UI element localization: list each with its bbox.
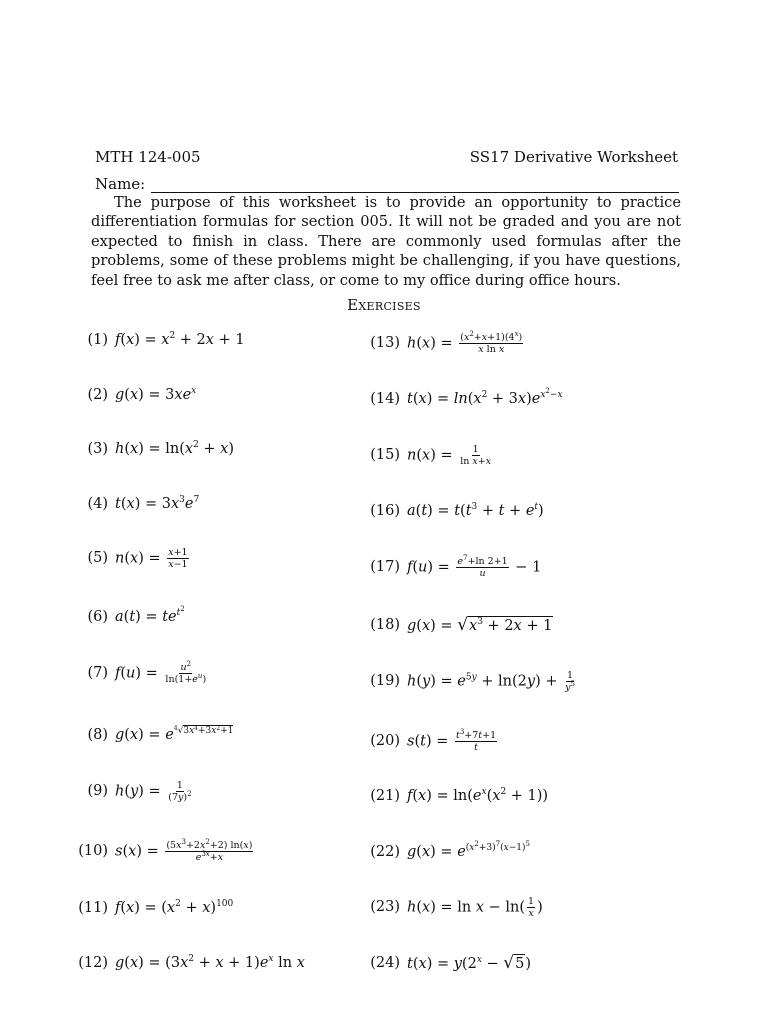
exercise-formula: n(x) = $\frac{x+1}{x-1}$ — [115, 546, 188, 570]
exercise-number: (19) — [370, 673, 400, 689]
exercise-formula: $g(x) = (3x^2 + x + 1)e^x$ ln x — [115, 954, 305, 971]
exercise-9 — [75, 776, 195, 806]
exercise-formula: $t(x) = y(2^x$ − √ 5 ) — [407, 953, 532, 973]
exercise-18 — [367, 610, 553, 640]
exercise-formula: $a(t) = t(t^3 + t + e^t)$ — [407, 502, 544, 519]
exercise-number: (17) — [370, 559, 400, 575]
exercise-number: (20) — [370, 733, 400, 749]
exercise-6 — [75, 602, 185, 632]
exercise-number: (12) — [78, 955, 108, 971]
exercise-number: (16) — [370, 503, 400, 519]
exercise-number: (15) — [370, 447, 400, 463]
exercise-number: (21) — [370, 788, 400, 804]
exercise-number: (11) — [78, 900, 108, 916]
exercise-12 — [75, 948, 305, 978]
course-code: MTH 124-005 — [95, 148, 201, 166]
exercise-22 — [367, 837, 530, 867]
exercise-formula: $f(x) = (x^2 + x)^{100}$ — [115, 899, 234, 916]
exercise-formula: $t(x) = \ln(x^2 + 3x)e^{x^2-x}$ — [407, 387, 563, 407]
exercise-number: (14) — [370, 391, 400, 407]
exercise-number: (18) — [370, 617, 400, 633]
exercise-number: (10) — [78, 843, 108, 859]
exercise-20 — [367, 726, 499, 756]
exercise-17 — [367, 552, 541, 582]
exercise-3 — [75, 434, 234, 464]
exercise-19 — [367, 666, 578, 696]
exercise-11 — [75, 893, 233, 923]
name-label: Name: — [95, 175, 146, 193]
exercise-23 — [367, 892, 543, 922]
section-title: Exercises — [347, 296, 421, 314]
exercise-number: (7) — [87, 665, 108, 681]
exercise-formula: g(x) = √ $x^3 + 2x + 1$ — [407, 615, 553, 635]
exercise-formula: $f(x) = x^2 + 2x + 1$ — [115, 331, 245, 348]
exercise-number: (24) — [370, 955, 400, 971]
intro-text: The purpose of this worksheet is to provide an opportunity to practice differentiation formulas for section 005. It will not be graded and you are not expected to finish in class. There are commonly used formulas after the problems, some of these problems might be challenging, if you have questions, feel free to ask me after class, or come to my office during office hours. — [91, 194, 681, 289]
exercise-number: (8) — [87, 727, 108, 743]
exercise-16 — [367, 496, 544, 526]
exercise-formula: s(t) = $\frac{t^3+7t+1}{t}$ — [407, 727, 497, 753]
exercise-number: (3) — [87, 441, 108, 457]
exercise-formula: n(x) = $\frac{1}{\text{ln x+x}}$ — [407, 443, 492, 467]
exercise-number: (5) — [87, 550, 108, 566]
exercise-number: (9) — [87, 783, 108, 799]
exercise-number: (22) — [370, 844, 400, 860]
exercise-21 — [367, 781, 548, 811]
exercise-number: (13) — [370, 335, 400, 351]
worksheet-title: SS17 Derivative Worksheet — [469, 148, 678, 166]
exercise-number: (2) — [87, 387, 108, 403]
exercise-24 — [367, 948, 531, 978]
exercise-number: (23) — [370, 899, 400, 915]
exercise-number: (4) — [87, 496, 108, 512]
exercise-4 — [75, 489, 199, 519]
intro-paragraph — [91, 193, 681, 290]
name-line — [151, 178, 679, 193]
exercise-formula: $h(x) = \ln(x^2 + x)$ — [115, 440, 235, 457]
exercise-5 — [75, 543, 191, 573]
exercise-formula: h(x) = $\frac{(x^2+x+1)(4^x)}{\text{x ln x}}$ — [407, 329, 523, 355]
exercise-10 — [75, 836, 255, 866]
exercise-13 — [367, 328, 525, 358]
exercise-formula: $a(t) = te^{t^2}$ — [115, 605, 185, 625]
exercise-formula: $g(x) = e^{(x^2+3)^7(x-1)^5}$ — [407, 840, 530, 860]
name-row — [95, 175, 679, 193]
exercise-formula: $g(x) = 3xe^x$ — [115, 386, 197, 403]
exercise-formula: f(u) = $\frac{e^7+\ln 2+1}{u}$ − 1 — [407, 553, 542, 579]
exercise-7 — [75, 658, 209, 688]
exercise-14 — [367, 384, 563, 414]
exercise-1 — [75, 325, 245, 355]
exercise-15 — [367, 440, 494, 470]
exercise-formula: $h(y) = e^{5y} + \ln(2y)$ + $\frac{1}{y^5}$ — [407, 669, 575, 693]
exercise-formula: h(x) = ln x − ln( $\frac{1}{x}$ ) — [407, 895, 543, 919]
exercise-number: (1) — [87, 332, 108, 348]
exercise-2 — [75, 380, 196, 410]
exercise-number: (6) — [87, 609, 108, 625]
exercise-formula: s(x) = $\frac{(5x^3+2x^2+2) \ln(x)}{e^{3x}+x}$ — [115, 837, 253, 863]
exercise-formula: $g(x) = e^{^4√3x^4+3x^2+1}$ — [115, 725, 234, 743]
exercise-formula: h(y) = $\frac{1}{(7y)^2}$ — [115, 779, 192, 803]
exercise-formula: $t(x) = 3x^3e^7$ — [115, 495, 200, 512]
exercise-formula: f(u) = $\frac{u^2}{\ln(1+e^u)}$ — [115, 659, 207, 685]
exercise-8 — [75, 720, 233, 750]
exercise-formula: $f(x) = \ln(e^x(x^2 + 1))$ — [407, 787, 549, 804]
